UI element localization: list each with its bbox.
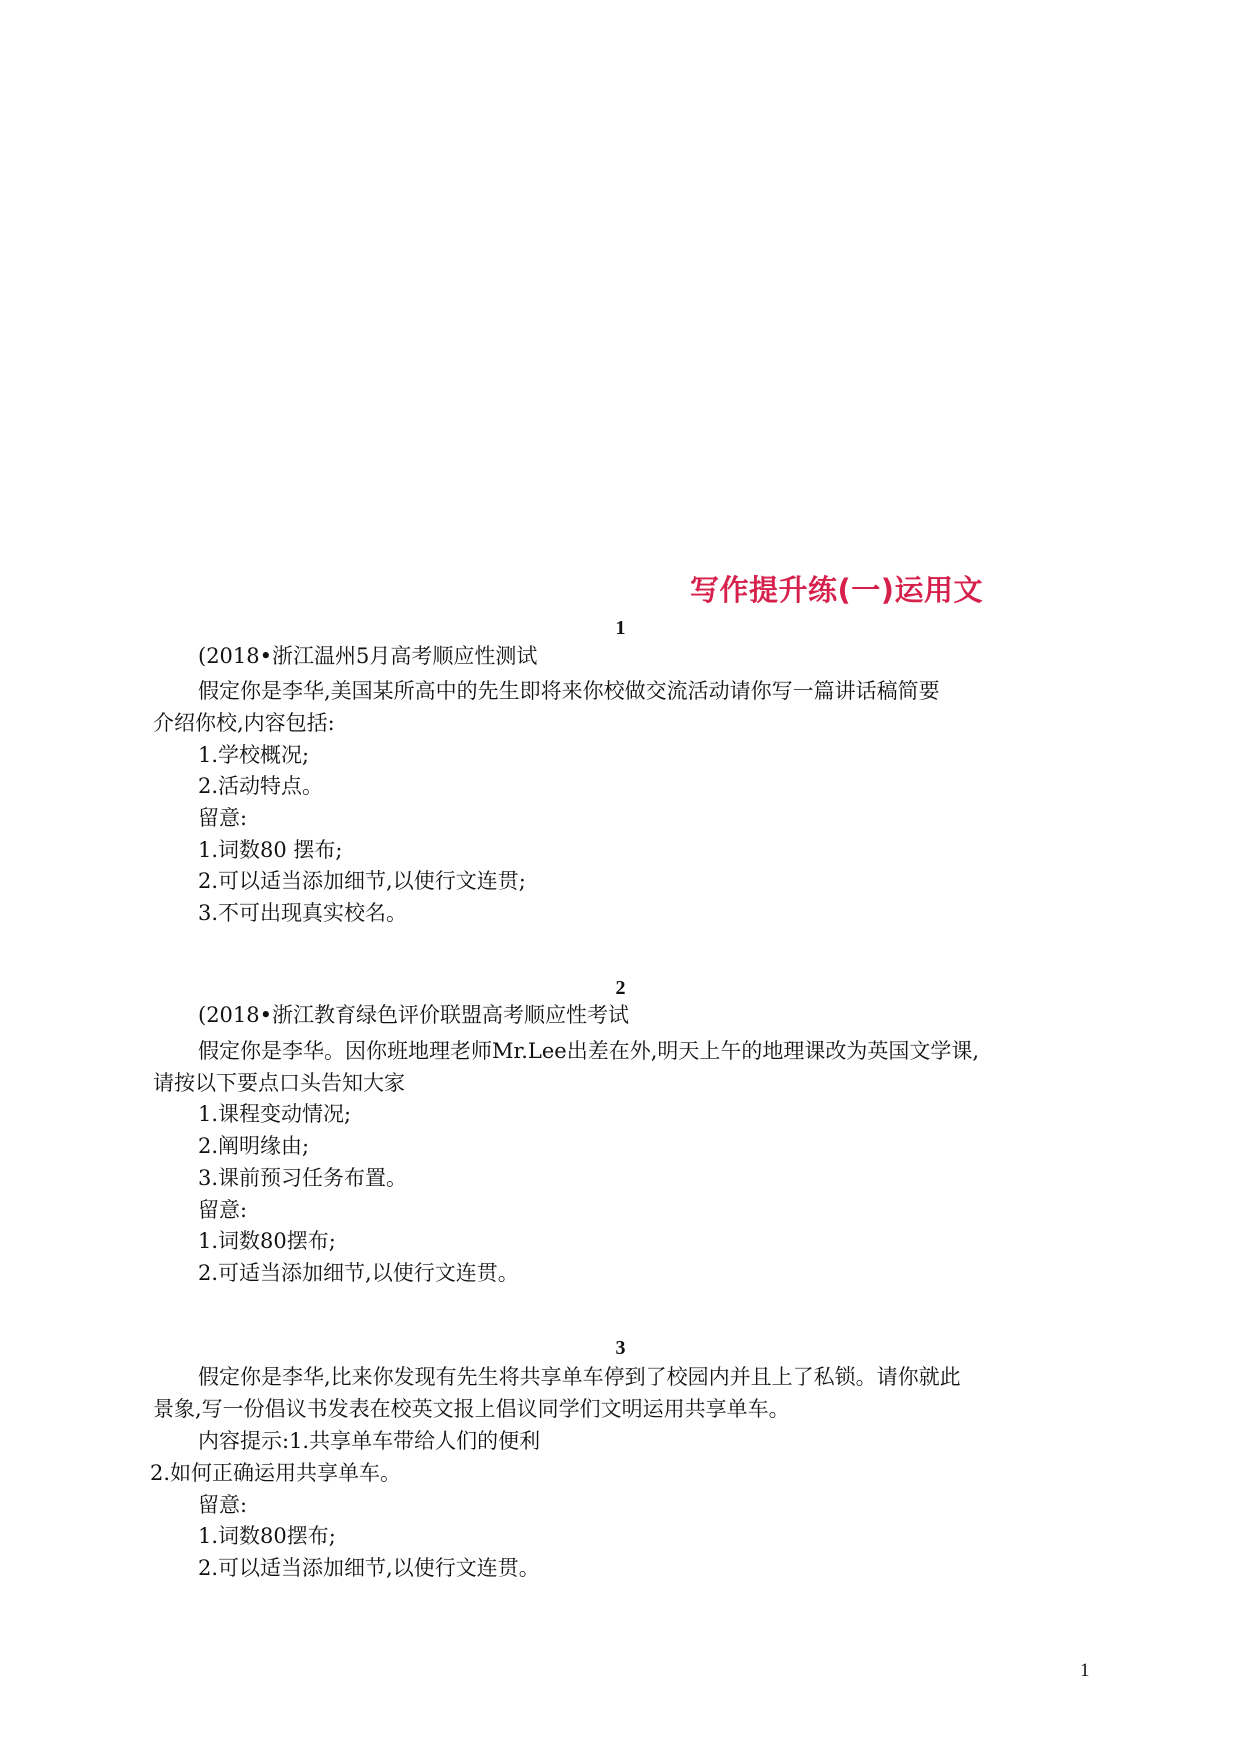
section-number: 1 xyxy=(615,617,626,639)
section-number: 3 xyxy=(615,1337,626,1359)
source-line: (2018•浙江温州5月高考顺应性测试 xyxy=(198,644,538,668)
note-heading: 留意: xyxy=(198,1493,248,1517)
prompt-line: 内容提示:1.共享单车带给人们的便利 xyxy=(198,1429,541,1453)
list-item: 2.可以适当添加细节,以使行文连贯。 xyxy=(198,1556,540,1580)
list-item: 2.阐明缘由; xyxy=(198,1134,310,1158)
list-item: 1.学校概况; xyxy=(198,743,310,767)
list-item: 3.不可出现真实校名。 xyxy=(198,901,408,925)
prompt-line: 假定你是李华,美国某所高中的先生即将来你校做交流活动请你写一篇讲话稿简要 xyxy=(198,679,940,703)
source-line: (2018•浙江教育绿色评价联盟高考顺应性考试 xyxy=(198,1003,630,1027)
note-heading: 留意: xyxy=(198,806,248,830)
list-item: 1.词数80 摆布; xyxy=(198,838,343,862)
prompt-line: 景象,写一份倡议书发表在校英文报上倡议同学们文明运用共享单车。 xyxy=(153,1397,790,1421)
list-item: 1.课程变动情况; xyxy=(198,1102,352,1126)
page-number: 1 xyxy=(1080,1660,1090,1681)
list-item: 2.活动特点。 xyxy=(198,774,324,798)
prompt-line: 假定你是李华,比来你发现有先生将共享单车停到了校园内并且上了私锁。请你就此 xyxy=(198,1365,961,1389)
prompt-line: 假定你是李华。因你班地理老师Mr.Lee出差在外,明天上午的地理课改为英国文学课, xyxy=(198,1039,980,1063)
list-item: 2.可适当添加细节,以使行文连贯。 xyxy=(198,1261,519,1285)
prompt-line: 请按以下要点口头告知大家 xyxy=(153,1071,405,1095)
section-number: 2 xyxy=(615,977,626,999)
prompt-line: 介绍你校,内容包括: xyxy=(153,711,335,735)
document-title: 写作提升练(一)运用文 xyxy=(690,573,984,607)
list-item: 3.课前预习任务布置。 xyxy=(198,1166,408,1190)
prompt-line: 2.如何正确运用共享单车。 xyxy=(150,1461,402,1485)
list-item: 1.词数80摆布; xyxy=(198,1229,336,1253)
list-item: 2.可以适当添加细节,以使行文连贯; xyxy=(198,869,526,893)
note-heading: 留意: xyxy=(198,1198,248,1222)
list-item: 1.词数80摆布; xyxy=(198,1524,336,1548)
